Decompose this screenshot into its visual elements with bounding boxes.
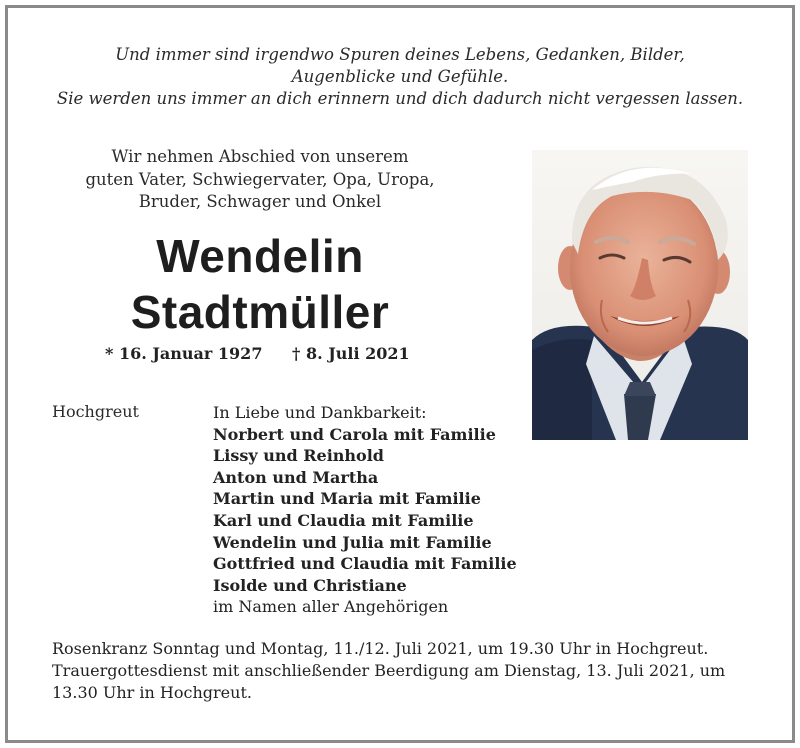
mourners-intro: In Liebe und Dankbarkeit: [213,403,427,422]
intro-line-1: Wir nehmen Abschied von unserem [111,147,409,166]
quote-line-1: Und immer sind irgendwo Spuren deines Lebens, Gedanken, Bilder, [115,45,685,64]
mourners-outro: im Namen aller Angehörigen [213,597,449,617]
service-line-2: Trauergottesdienst mit anschließender Beerdigung am Dienstag, 13. Juli 2021, um [52,661,726,680]
mourner-name: Wendelin und Julia mit Familie [213,532,492,552]
mourner-name: Gottfried und Claudia mit Familie [213,554,517,574]
residence-place: Hochgreut [52,402,139,421]
service-line-3: 13.30 Uhr in Hochgreut. [52,683,252,702]
quote-line-2: Augenblicke und Gefühle. [291,67,509,86]
deceased-name [60,228,460,340]
intro-line-3: Bruder, Schwager und Onkel [138,192,382,211]
memorial-quote [0,44,800,110]
farewell-intro [60,146,460,214]
service-info [52,638,762,704]
death-date: † 8. Juli 2021 [292,344,410,363]
mourner-name: Karl und Claudia mit Familie [213,510,474,530]
portrait-photo [532,150,748,440]
quote-line-3: Sie werden uns immer an dich erinnern und dich dadurch nicht vergessen lassen. [56,89,744,108]
service-line-1: Rosenkranz Sonntag und Montag, 11./12. Juli 2021, um 19.30 Uhr in Hochgreut. [52,639,709,658]
mourner-name: Norbert und Carola mit Familie [213,424,496,444]
deceased-last-name: Stadtmüller [130,286,390,338]
birth-date: * 16. Januar 1927 [105,344,263,363]
mourner-name: Lissy und Reinhold [213,446,384,466]
mourner-name: Isolde und Christiane [213,575,407,595]
mourner-name: Martin und Maria mit Familie [213,489,481,509]
mourner-name: Anton und Martha [213,467,379,487]
mourners-list [213,402,517,618]
intro-line-2: guten Vater, Schwiegervater, Opa, Uropa, [85,169,435,189]
deceased-first-name: Wendelin [156,230,364,282]
